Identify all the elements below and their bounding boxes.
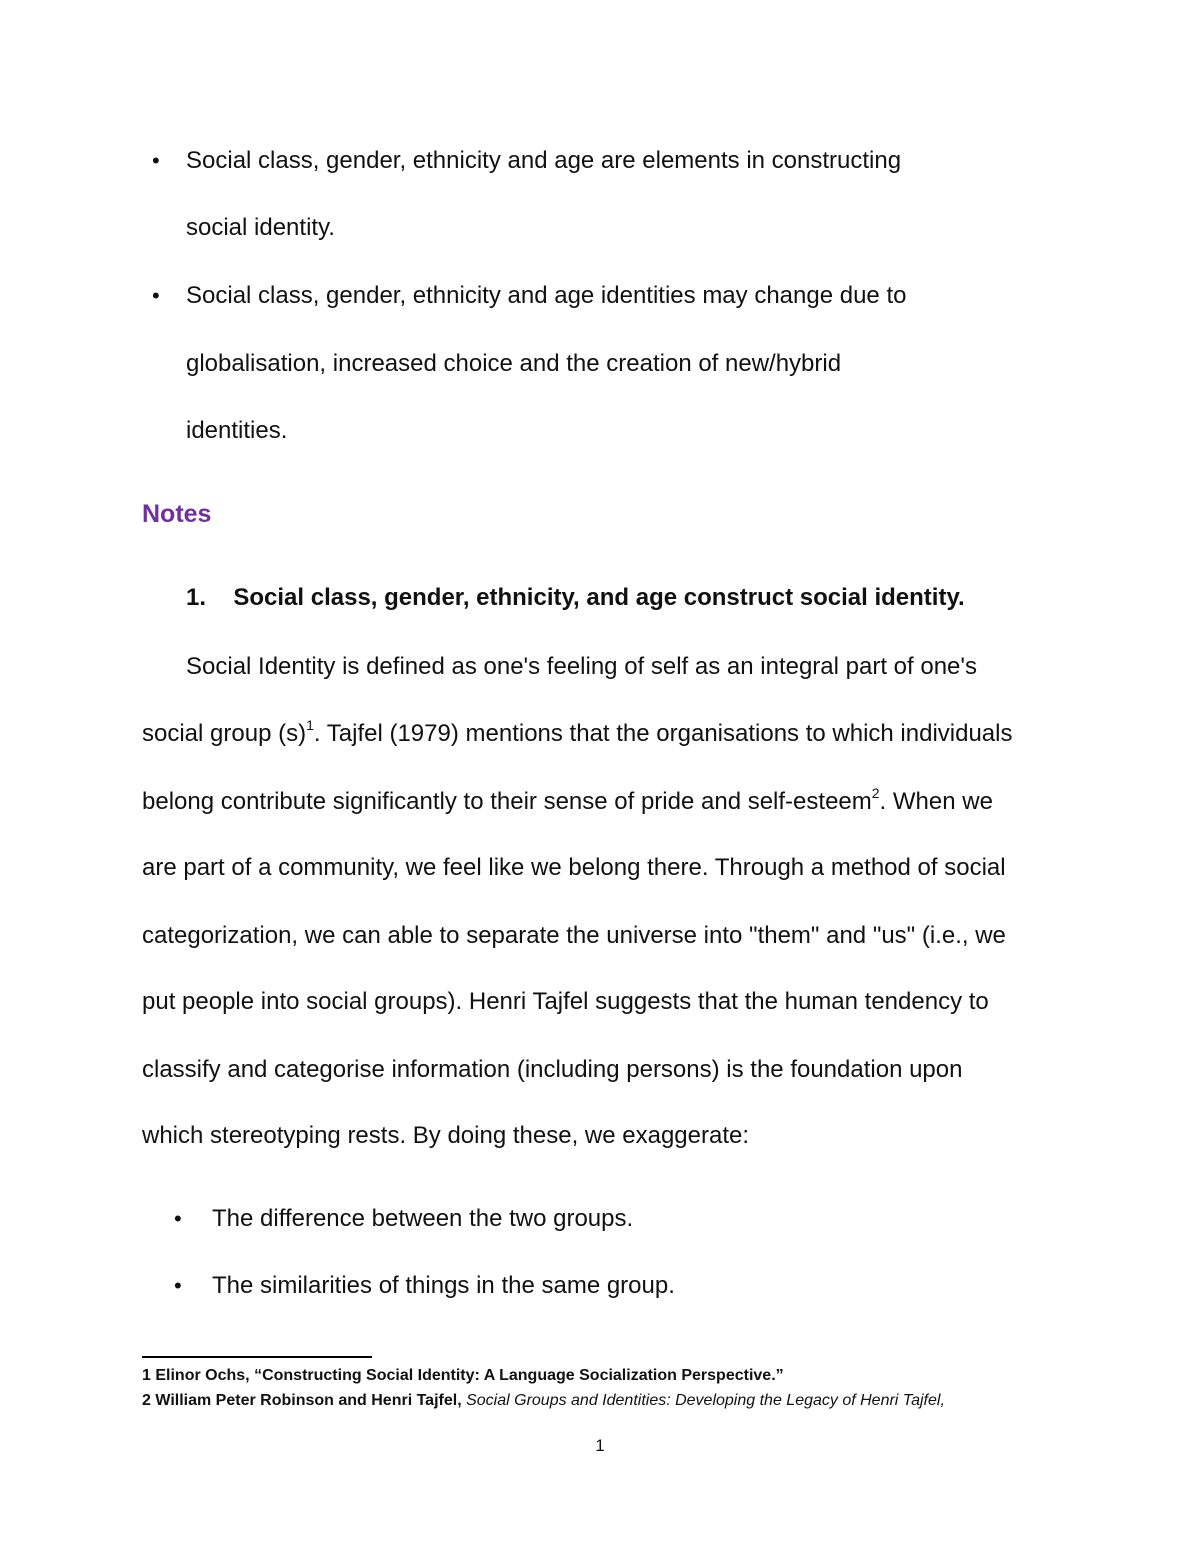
footnote-divider xyxy=(142,1356,372,1358)
bullet-text-line: identities. xyxy=(186,417,288,444)
sub-bullet-text: The difference between the two groups. xyxy=(212,1205,634,1232)
footnote xyxy=(142,1365,784,1387)
bullet-text-line: globalisation, increased choice and the creation of new/hybrid xyxy=(186,350,842,377)
paragraph-line: put people into social groups). Henri Tajfel suggests that the human tendency to xyxy=(142,988,989,1015)
paragraph-line: categorization, we can able to separate the universe into "them" and "us" (i.e., we xyxy=(142,922,1006,949)
footnote xyxy=(142,1390,945,1412)
paragraph-line: Social Identity is defined as one's feeling of self as an integral part of one's xyxy=(186,653,977,680)
bullet-text-line: Social class, gender, ethnicity and age are elements in constructing xyxy=(186,147,902,174)
heading-number: 1. xyxy=(186,584,207,611)
footnote-number: 2 xyxy=(142,1392,151,1409)
footnote-title: Social Groups and Identities: Developing the Legacy of Henri Tajfel, xyxy=(466,1392,945,1409)
bullet-icon: • xyxy=(152,283,160,308)
footnote-author: Elinor Ochs, xyxy=(155,1367,250,1384)
page-number: 1 xyxy=(595,1436,605,1455)
paragraph-line: which stereotyping rests. By doing these, we exaggerate: xyxy=(142,1122,750,1149)
bullet-text-line: Social class, gender, ethnicity and age identities may change due to xyxy=(186,282,907,309)
footnote-title: “Constructing Social Identity: A Language Socialization Perspective.” xyxy=(254,1367,784,1384)
bullet-text-line: social identity. xyxy=(186,214,335,241)
paragraph-line xyxy=(142,787,993,817)
bullet-icon: • xyxy=(152,148,160,173)
paragraph-segment: belong contribute significantly to their sense of pride and self-esteem xyxy=(142,788,872,815)
footnote-number: 1 xyxy=(142,1367,151,1384)
paragraph-segment: . Tajfel (1979) mentions that the organisations to which individuals xyxy=(313,720,1013,747)
paragraph-line xyxy=(142,719,1012,749)
numbered-heading xyxy=(186,583,965,613)
footnote-ref: 2 xyxy=(871,785,880,801)
footnote-ref: 1 xyxy=(306,717,314,733)
paragraph-segment: . When we xyxy=(879,788,993,815)
sub-bullet-text: The similarities of things in the same group. xyxy=(212,1272,675,1299)
bullet-icon: • xyxy=(174,1273,182,1298)
footnote-author: William Peter Robinson and Henri Tajfel, xyxy=(155,1392,462,1409)
heading-text: Social class, gender, ethnicity, and age construct social identity. xyxy=(233,584,965,611)
bullet-icon: • xyxy=(174,1206,182,1231)
notes-heading: Notes xyxy=(142,500,212,528)
paragraph-line: classify and categorise information (including persons) is the foundation upon xyxy=(142,1056,963,1083)
paragraph-segment: social group (s) xyxy=(142,720,307,747)
paragraph-line: are part of a community, we feel like we belong there. Through a method of social xyxy=(142,854,1006,881)
